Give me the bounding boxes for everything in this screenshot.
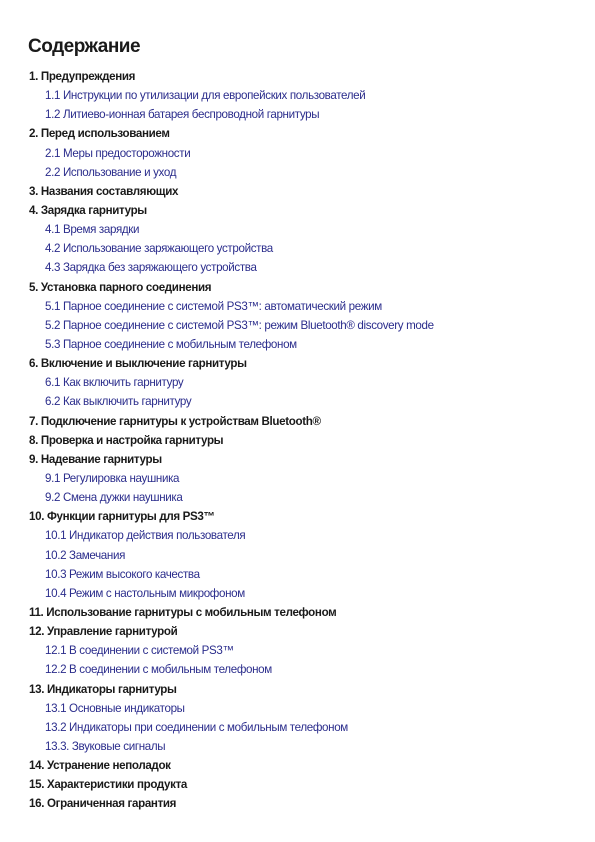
- toc-subsection[interactable]: 5.3 Парное соединение с мобильным телефоном: [45, 337, 297, 351]
- toc-subsection[interactable]: 5.1 Парное соединение с системой PS3™: автоматический режим: [45, 299, 382, 313]
- toc-subsection[interactable]: 10.1 Индикатор действия пользователя: [45, 529, 246, 543]
- toc-subsection[interactable]: 10.4 Режим с настольным микрофоном: [45, 586, 245, 600]
- toc-subsection[interactable]: 1.2 Литиево-ионная батарея беспроводной гарнитуры: [45, 108, 320, 122]
- toc-section[interactable]: 7. Подключение гарнитуры к устройствам Bluetooth®: [29, 414, 321, 428]
- toc-subsection[interactable]: 5.2 Парное соединение с системой PS3™: режим Bluetooth® discovery mode: [45, 318, 434, 332]
- toc-subsection[interactable]: 1.1 Инструкции по утилизации для европейских пользователей: [45, 89, 366, 103]
- toc-section[interactable]: 2. Перед использованием: [29, 127, 170, 141]
- toc-subsection[interactable]: 12.2 В соединении с мобильным телефоном: [45, 663, 272, 677]
- toc-subsection[interactable]: 10.3 Режим высокого качества: [45, 567, 200, 581]
- table-of-contents: [0, 67, 595, 813]
- toc-subsection[interactable]: 2.1 Меры предосторожности: [45, 146, 191, 160]
- toc-subsection[interactable]: 12.1 В соединении с системой PS3™: [45, 644, 234, 658]
- toc-section[interactable]: 16. Ограниченная гарантия: [29, 797, 177, 811]
- toc-section[interactable]: 3. Названия составляющих: [29, 184, 179, 198]
- toc-section[interactable]: 8. Проверка и настройка гарнитуры: [29, 433, 224, 447]
- toc-subsection[interactable]: 9.1 Регулировка наушника: [45, 471, 180, 485]
- toc-section[interactable]: 12. Управление гарнитурой: [29, 625, 178, 639]
- toc-section[interactable]: 10. Функции гарнитуры для PS3™: [29, 510, 215, 524]
- toc-subsection[interactable]: 4.3 Зарядка без заряжающего устройства: [45, 261, 257, 275]
- toc-section[interactable]: 14. Устранение неполадок: [29, 759, 171, 773]
- toc-subsection[interactable]: 2.2 Использование и уход: [45, 165, 177, 179]
- toc-section[interactable]: 6. Включение и выключение гарнитуры: [29, 357, 247, 371]
- toc-subsection[interactable]: 4.2 Использование заряжающего устройства: [45, 242, 273, 256]
- toc-subsection[interactable]: 13.2 Индикаторы при соединении с мобильным телефоном: [45, 720, 348, 734]
- toc-subsection[interactable]: 10.2 Замечания: [45, 548, 126, 562]
- toc-section[interactable]: 5. Установка парного соединения: [29, 280, 212, 294]
- toc-section[interactable]: 4. Зарядка гарнитуры: [29, 203, 147, 217]
- toc-section[interactable]: 15. Характеристики продукта: [29, 778, 188, 792]
- toc-subsection[interactable]: 6.2 Как выключить гарнитуру: [45, 395, 192, 409]
- page-title: Содержание: [28, 36, 141, 57]
- toc-subsection[interactable]: 4.1 Время зарядки: [45, 223, 140, 237]
- toc-section[interactable]: 1. Предупреждения: [29, 70, 136, 83]
- toc-subsection[interactable]: 13.3. Звуковые сигналы: [45, 739, 166, 753]
- toc-section[interactable]: 11. Использование гарнитуры с мобильным телефоном: [29, 605, 337, 619]
- toc-subsection[interactable]: 13.1 Основные индикаторы: [45, 701, 185, 715]
- toc-subsection[interactable]: 9.2 Смена дужки наушника: [45, 491, 183, 505]
- toc-section[interactable]: 13. Индикаторы гарнитуры: [29, 682, 177, 696]
- toc-subsection[interactable]: 6.1 Как включить гарнитуру: [45, 376, 184, 390]
- toc-section[interactable]: 9. Надевание гарнитуры: [29, 452, 162, 466]
